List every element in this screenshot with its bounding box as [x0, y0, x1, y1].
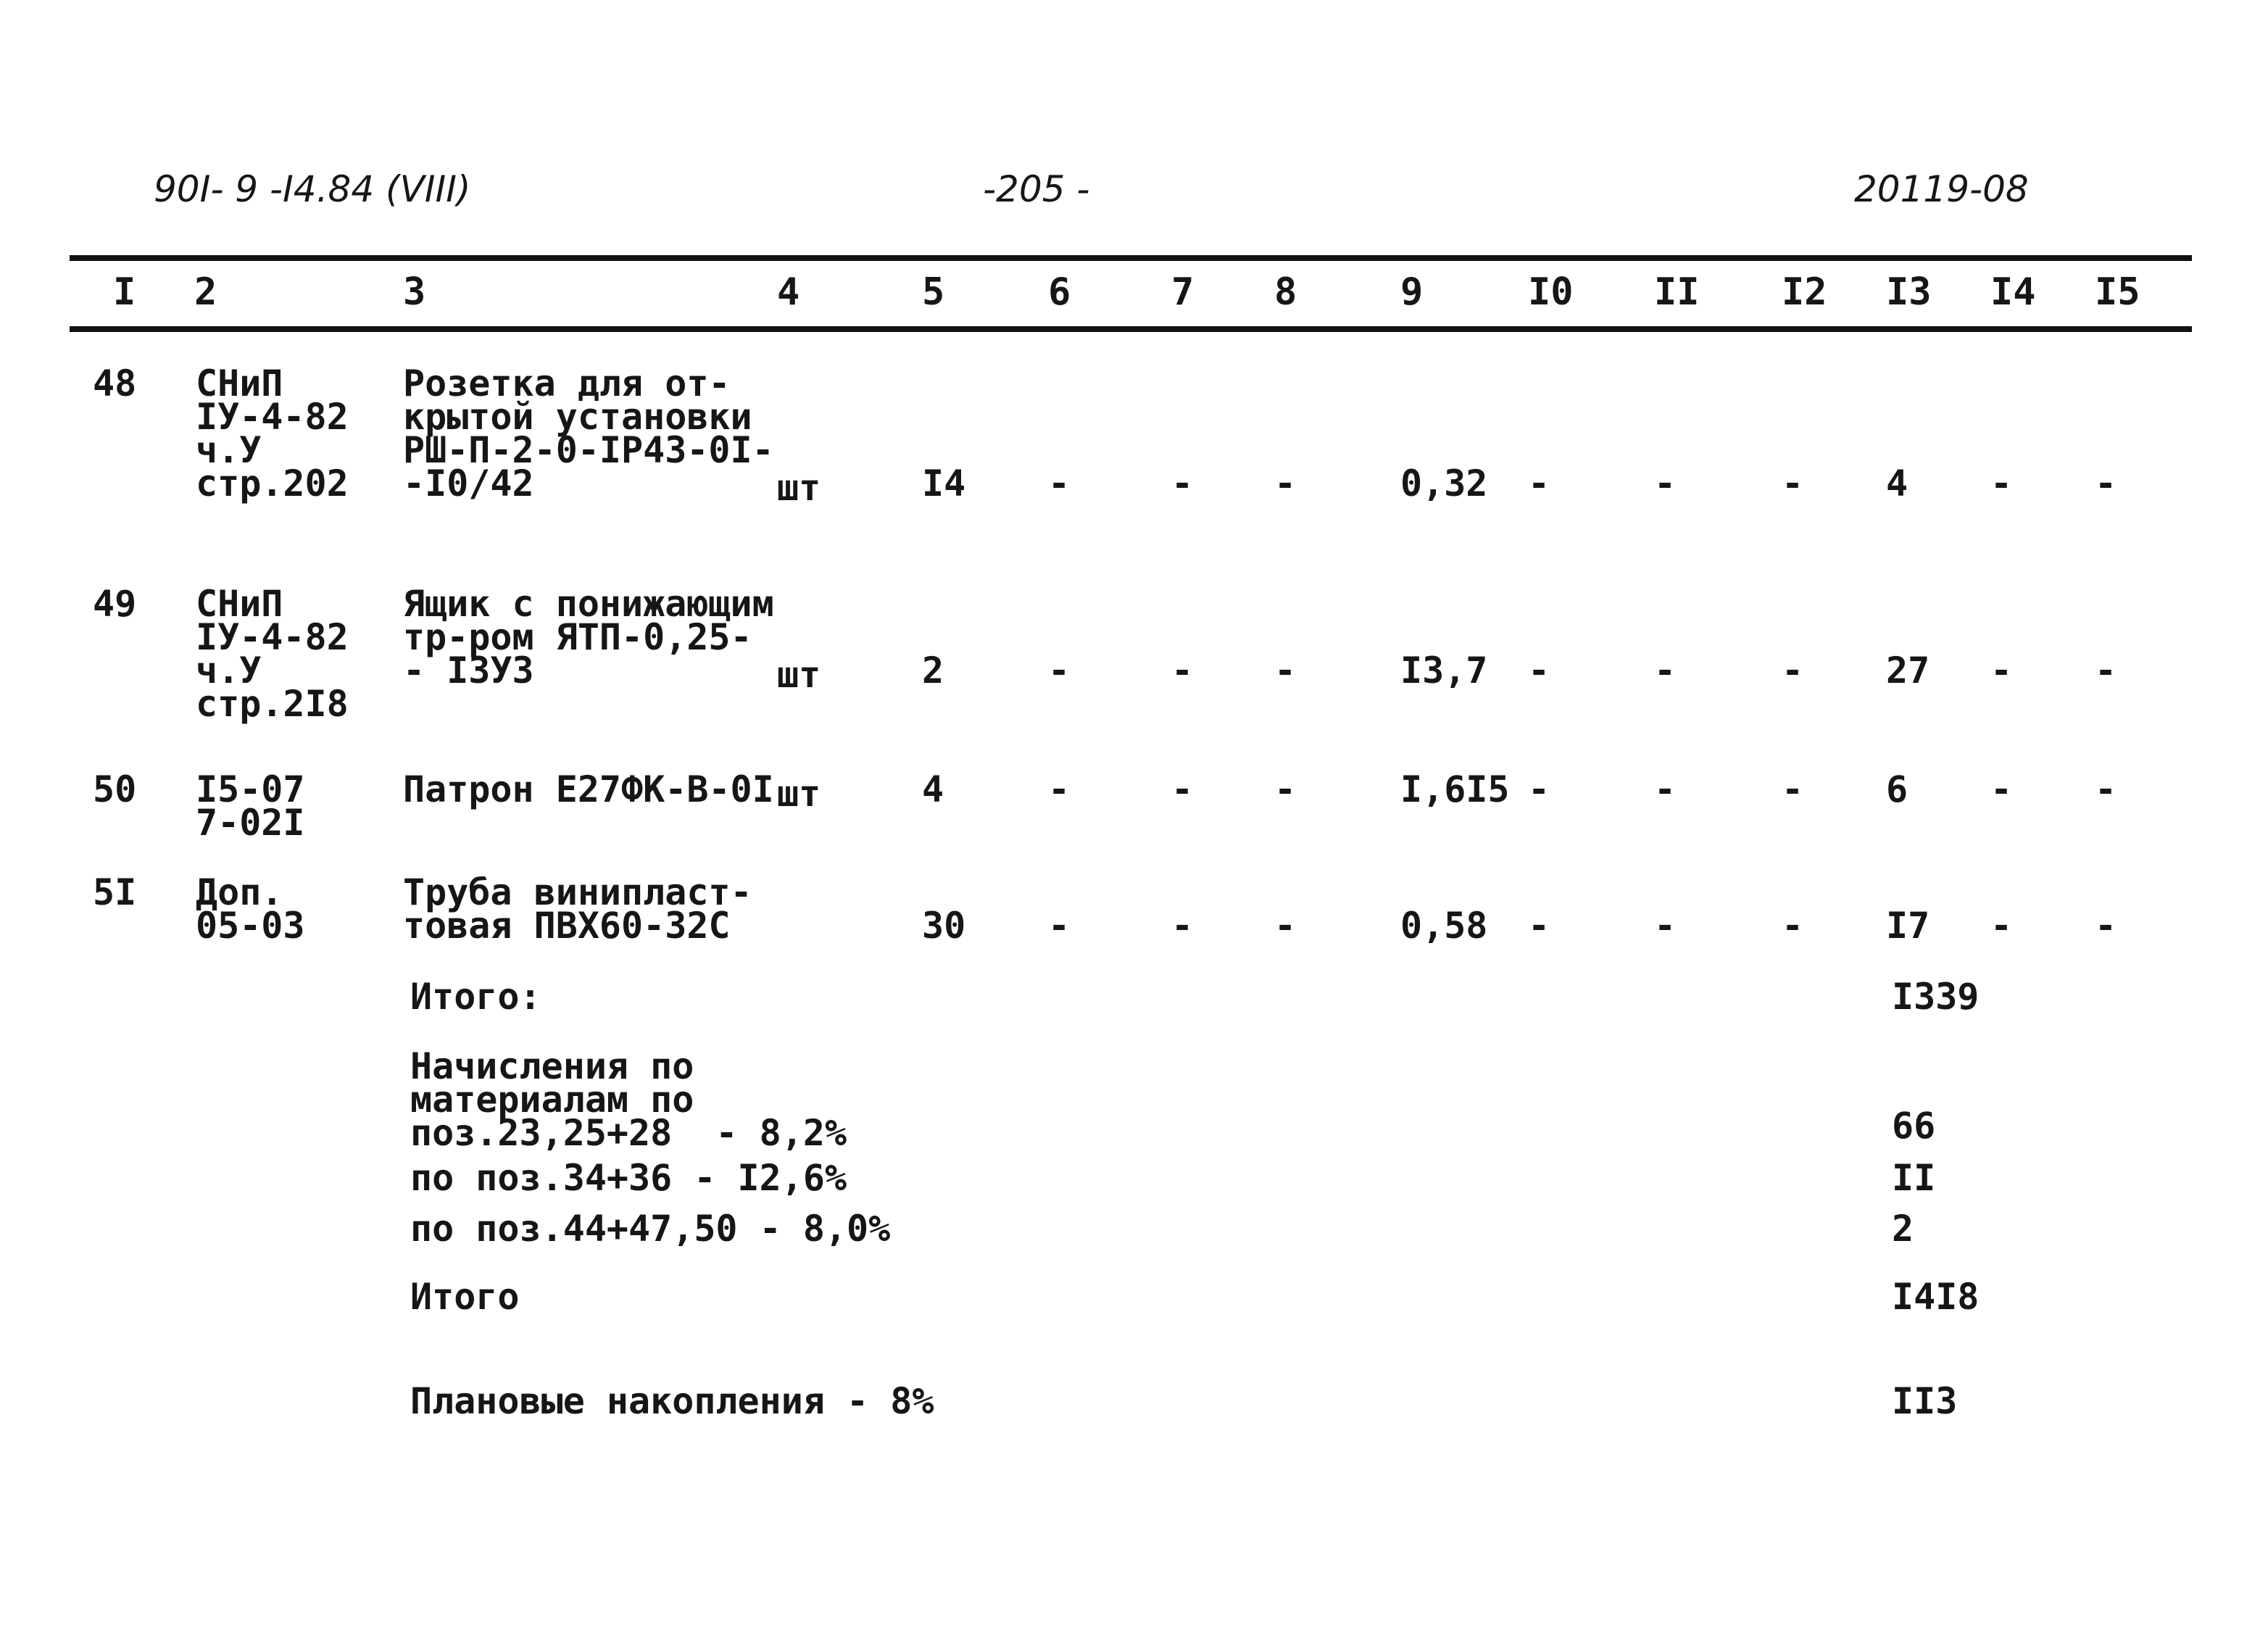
col10-value: -: [1528, 462, 1550, 505]
planned-savings-label: Плановые накопления - 8%: [410, 1380, 934, 1422]
sheet-code: 20119-08: [1854, 168, 2029, 210]
col-number-3: 3: [403, 270, 426, 314]
col-number-7: 7: [1171, 270, 1195, 314]
col6-value: -: [1048, 768, 1071, 810]
unit: шт: [777, 467, 821, 509]
col15-value: -: [2095, 462, 2117, 505]
col14-value: -: [1990, 905, 2013, 947]
col5-value: 30: [922, 905, 966, 947]
col-number-2: 2: [194, 270, 217, 314]
norm-code-line: СНиП: [196, 583, 283, 625]
col-number-13: I3: [1886, 270, 1932, 314]
col-number-14: I4: [1990, 270, 2036, 314]
col10-value: -: [1528, 905, 1550, 947]
norm-code-line: СНиП: [196, 362, 283, 404]
col-number-8: 8: [1274, 270, 1297, 314]
norm-code-line: стр.202: [196, 462, 349, 505]
col9-value: I3,7: [1400, 649, 1488, 692]
col-number-4: 4: [777, 270, 800, 314]
col13-value: I7: [1886, 905, 1930, 947]
item-name-line: -I0/42: [403, 462, 534, 505]
col6-value: -: [1048, 462, 1071, 505]
col-number-11: II: [1654, 270, 1700, 314]
norm-code-line: ч.У: [196, 649, 262, 692]
col6-value: -: [1048, 905, 1071, 947]
col7-value: -: [1171, 768, 1194, 810]
total-value: I4I8: [1892, 1276, 1980, 1318]
col-number-5: 5: [922, 270, 945, 314]
item-name-line: Труба винипласт-: [403, 871, 752, 913]
col-number-1: I: [113, 270, 136, 314]
norm-code-line: стр.2I8: [196, 683, 349, 725]
table-top-rule: [70, 255, 2192, 261]
subtotal-value: I339: [1892, 976, 1980, 1018]
planned-savings-value: II3: [1892, 1380, 1958, 1422]
document-code: 90I- 9 -I4.84 (VIII): [154, 168, 471, 210]
col11-value: -: [1654, 462, 1677, 505]
col7-value: -: [1171, 905, 1194, 947]
row-number: 50: [93, 768, 137, 810]
surcharge-label-line: поз.23,25+28 - 8,2%: [410, 1112, 847, 1154]
col10-value: -: [1528, 649, 1550, 692]
unit: шт: [777, 773, 821, 815]
col11-value: -: [1654, 768, 1677, 810]
col-number-10: I0: [1528, 270, 1574, 314]
col8-value: -: [1274, 905, 1297, 947]
col5-value: I4: [922, 462, 966, 505]
norm-code-line: IУ-4-82: [196, 396, 349, 438]
col-number-6: 6: [1048, 270, 1071, 314]
col-number-15: I5: [2095, 270, 2140, 314]
item-name-line: Ящик с понижающим: [403, 583, 774, 625]
col14-value: -: [1990, 649, 2013, 692]
col10-value: -: [1528, 768, 1550, 810]
norm-code-line: 05-03: [196, 905, 305, 947]
col-number-12: I2: [1782, 270, 1827, 314]
col5-value: 2: [922, 649, 944, 692]
col11-value: -: [1654, 905, 1677, 947]
col12-value: -: [1782, 649, 1804, 692]
surcharge-label-line: по поз.34+36 - I2,6%: [410, 1157, 847, 1199]
page-number: -205 -: [983, 168, 1090, 210]
col15-value: -: [2095, 905, 2117, 947]
col14-value: -: [1990, 462, 2013, 505]
col12-value: -: [1782, 462, 1804, 505]
col8-value: -: [1274, 649, 1297, 692]
surcharge-value: 66: [1892, 1105, 1936, 1147]
col8-value: -: [1274, 462, 1297, 505]
item-name-line: товая ПВХ60-32С: [403, 905, 731, 947]
col8-value: -: [1274, 768, 1297, 810]
item-name-line: РШ-П-2-0-IР43-0I-: [403, 429, 774, 471]
table-header-rule: [70, 326, 2192, 332]
row-number: 48: [93, 362, 137, 404]
surcharge-label-line: по поз.44+47,50 - 8,0%: [410, 1208, 891, 1250]
col6-value: -: [1048, 649, 1071, 692]
surcharge-value: 2: [1892, 1208, 1914, 1250]
col7-value: -: [1171, 462, 1194, 505]
norm-code-line: IУ-4-82: [196, 616, 349, 658]
col15-value: -: [2095, 768, 2117, 810]
total-label: Итого: [410, 1276, 520, 1318]
subtotal-label: Итого:: [410, 976, 541, 1018]
col13-value: 27: [1886, 649, 1930, 692]
surcharge-label-line: Начисления по: [410, 1045, 694, 1087]
surcharge-label-line: материалам по: [410, 1079, 694, 1121]
col-number-9: 9: [1400, 270, 1424, 314]
norm-code-line: I5-07: [196, 768, 305, 810]
col12-value: -: [1782, 905, 1804, 947]
norm-code-line: 7-02I: [196, 802, 305, 844]
col9-value: 0,58: [1400, 905, 1488, 947]
col14-value: -: [1990, 768, 2013, 810]
col7-value: -: [1171, 649, 1194, 692]
col9-value: I,6I5: [1400, 768, 1510, 810]
col9-value: 0,32: [1400, 462, 1488, 505]
norm-code-line: Доп.: [196, 871, 283, 913]
col13-value: 6: [1886, 768, 1908, 810]
item-name-line: - I3У3: [403, 649, 534, 692]
col12-value: -: [1782, 768, 1804, 810]
col15-value: -: [2095, 649, 2117, 692]
row-number: 49: [93, 583, 137, 625]
item-name-line: крытой установки: [403, 396, 752, 438]
col13-value: 4: [1886, 462, 1908, 505]
col11-value: -: [1654, 649, 1677, 692]
item-name-line: Розетка для от-: [403, 362, 731, 404]
item-name-line: Патрон Е27ФК-В-0I: [403, 768, 774, 810]
row-number: 5I: [93, 871, 137, 913]
unit: шт: [777, 654, 821, 696]
col5-value: 4: [922, 768, 944, 810]
item-name-line: тр-ром ЯТП-0,25-: [403, 616, 752, 658]
norm-code-line: ч.У: [196, 429, 262, 471]
surcharge-value: II: [1892, 1157, 1936, 1199]
